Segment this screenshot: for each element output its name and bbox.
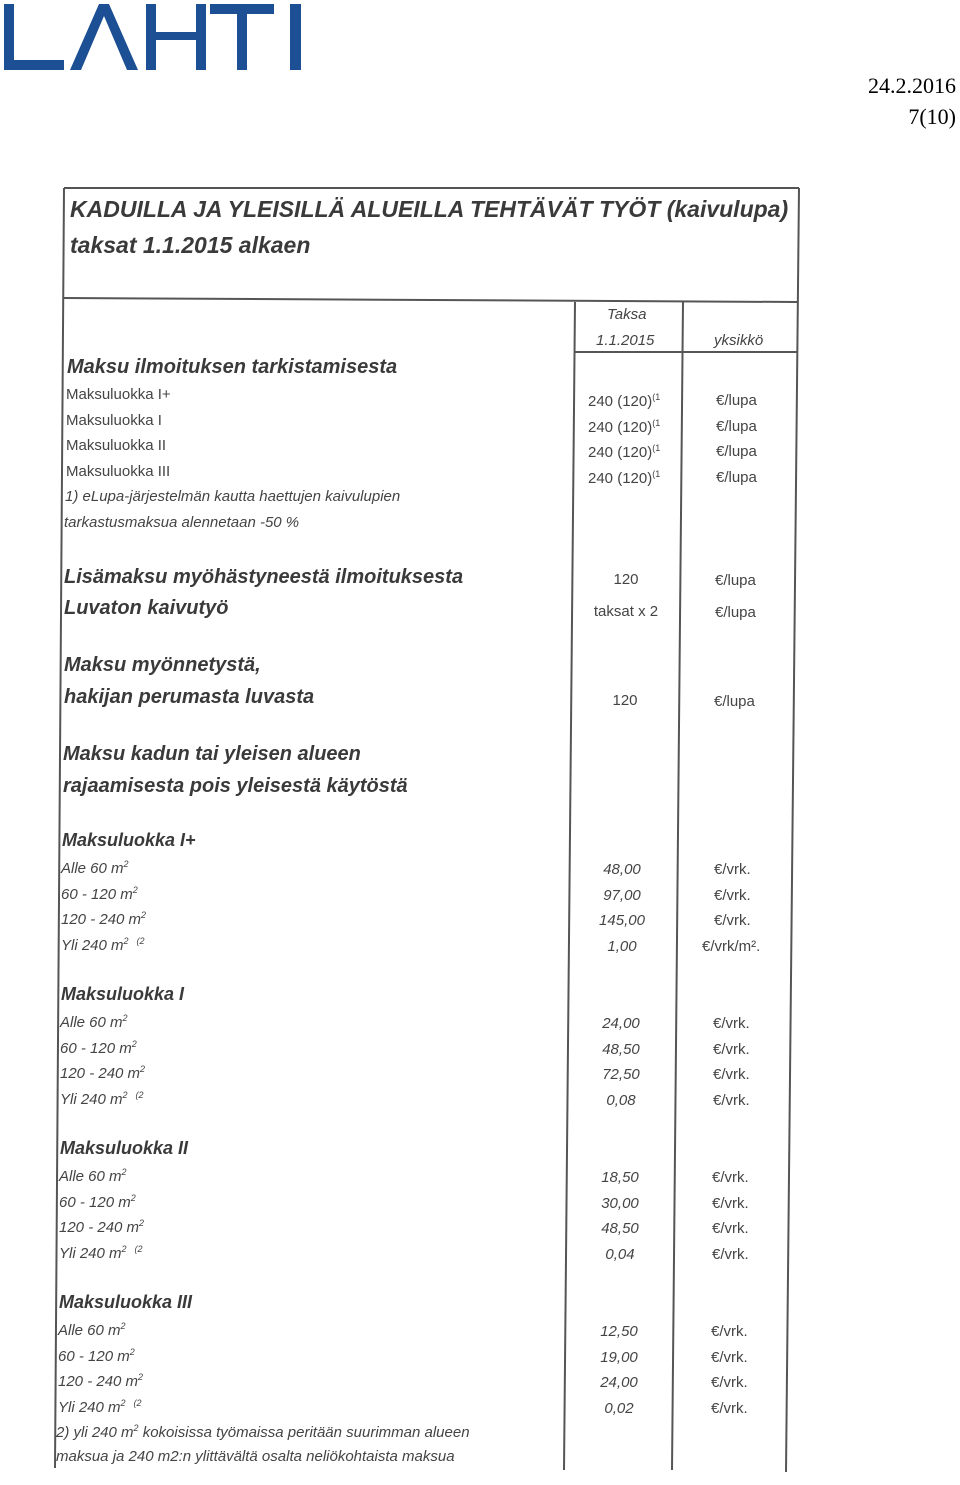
class-row-value: 0,02 xyxy=(604,1399,634,1417)
class-row-label xyxy=(58,1347,135,1365)
cancel-label-line1: Maksu myönnetystä, xyxy=(64,654,261,676)
class-row-unit: €/vrk. xyxy=(713,1040,750,1058)
class-row-unit: €/vrk. xyxy=(713,1091,750,1109)
area-label: 60 - 120 m xyxy=(59,1193,131,1211)
inspection-row-label: Maksuluokka I xyxy=(66,412,162,429)
cancel-label-line2: hakijan perumasta luvasta xyxy=(64,686,315,708)
class-row-label xyxy=(61,885,138,903)
class-row-value: 72,50 xyxy=(602,1066,640,1083)
footnote-2-line1 xyxy=(56,1423,470,1441)
area-footnote-ref: (2 xyxy=(135,1089,144,1100)
inspection-row-amount: 240 (120) xyxy=(588,444,653,461)
area-label: Alle 60 m xyxy=(61,860,124,877)
area-unit-sup: 2 xyxy=(122,1013,128,1023)
class-row-label xyxy=(59,1244,143,1262)
class-row-label xyxy=(58,1398,142,1416)
class-heading: Maksuluokka I xyxy=(61,984,185,1004)
area-label: Yli 240 m xyxy=(58,1398,121,1416)
inspection-row-value xyxy=(588,418,660,436)
area-label: 60 - 120 m xyxy=(58,1347,130,1365)
class-row-unit: €/vrk. xyxy=(712,1194,749,1212)
inspection-row-label: Maksuluokka I+ xyxy=(66,386,171,403)
class-row-value: 145,00 xyxy=(599,912,645,929)
inspection-row-value xyxy=(588,392,660,410)
area-unit-sup: 2 xyxy=(132,884,138,895)
area-unit-sup: 2 xyxy=(120,1397,126,1408)
class-row-unit: €/vrk. xyxy=(712,1220,749,1237)
class-row-label xyxy=(59,1218,144,1236)
area-unit-sup: 2 xyxy=(121,1243,127,1254)
class-row-unit: €/vrk. xyxy=(714,886,751,904)
class-row-label xyxy=(59,1167,127,1185)
class-row-value: 24,00 xyxy=(602,1015,640,1032)
class-row-value: 30,00 xyxy=(601,1194,639,1212)
inspection-row-amount: 240 (120) xyxy=(588,419,653,436)
inspection-row-unit: €/lupa xyxy=(716,392,757,409)
area-unit-sup: 2 xyxy=(140,1064,146,1074)
column-header-taksa: Taksa xyxy=(607,306,647,323)
late-fee-label: Lisämaksu myöhästyneestä ilmoituksesta xyxy=(64,566,464,588)
class-row-unit: €/vrk/m². xyxy=(702,937,761,955)
class-row-unit: €/vrk. xyxy=(711,1348,748,1366)
class-row-label xyxy=(59,1193,136,1211)
area-unit-sup: 2 xyxy=(120,1321,126,1331)
area-unit-sup: 2 xyxy=(123,859,129,869)
area-unit-sup: 2 xyxy=(123,935,129,946)
class-row-value: 12,50 xyxy=(600,1323,638,1340)
class-row-unit: €/vrk. xyxy=(712,1169,749,1186)
class-row-value: 18,50 xyxy=(601,1169,639,1186)
class-row-label xyxy=(60,1064,145,1082)
area-label: Yli 240 m xyxy=(60,1090,123,1108)
unauthorized-value: taksat x 2 xyxy=(593,603,659,620)
cancel-value: 120 xyxy=(612,692,638,709)
class-row-value: 97,00 xyxy=(603,886,641,904)
class-row-value: 0,04 xyxy=(605,1245,635,1263)
footnote-2-line2: maksua ja 240 m2:n ylittävältä osalta neliökohtaista maksua xyxy=(56,1448,455,1465)
area-unit-sup: 2 xyxy=(139,1218,145,1228)
class-row-unit: €/vrk. xyxy=(713,1015,750,1032)
unauthorized-unit: €/lupa xyxy=(715,604,756,621)
inspection-row-unit: €/lupa xyxy=(716,443,757,460)
document-date: 24.2.2016 xyxy=(868,73,956,98)
class-row-label xyxy=(58,1321,126,1339)
inspection-row-amount: 240 (120) xyxy=(588,470,653,487)
cancel-unit: €/lupa xyxy=(714,693,755,710)
area-footnote-ref: (2 xyxy=(133,1397,142,1408)
area-label: Alle 60 m xyxy=(59,1168,122,1185)
footnote-2-sup: 2 xyxy=(133,1423,139,1433)
class-row-label xyxy=(61,859,129,877)
footnote-1-line1: 1) eLupa-järjestelmän kautta haettujen kaivulupien xyxy=(65,488,401,505)
inspection-row-value xyxy=(588,443,660,461)
class-row-label xyxy=(61,936,145,954)
area-label: 60 - 120 m xyxy=(61,885,133,903)
area-unit-sup: 2 xyxy=(129,1346,135,1357)
area-label: Alle 60 m xyxy=(60,1014,123,1031)
class-row-unit: €/vrk. xyxy=(714,861,751,878)
late-fee-unit: €/lupa xyxy=(715,572,756,589)
footnote-2-rest: kokoisissa työmaissa peritään suurimman alueen xyxy=(138,1424,470,1441)
column-header-unit: yksikkö xyxy=(714,332,764,349)
unauthorized-label: Luvaton kaivutyö xyxy=(64,597,229,619)
class-heading: Maksuluokka II xyxy=(60,1138,189,1158)
class-row-unit: €/vrk. xyxy=(711,1374,748,1391)
area-footnote-ref: (2 xyxy=(136,935,145,946)
inspection-row-note: (1 xyxy=(652,418,661,428)
class-row-label xyxy=(60,1013,128,1031)
class-row-label xyxy=(61,910,146,928)
inspection-row-label: Maksuluokka II xyxy=(66,437,167,454)
inspection-row-note: (1 xyxy=(652,392,661,402)
class-row-value: 24,00 xyxy=(600,1374,638,1391)
class-heading: Maksuluokka I+ xyxy=(62,830,196,850)
area-unit-sup: 2 xyxy=(141,910,147,920)
class-row-value: 48,50 xyxy=(602,1040,640,1058)
inspection-row-note: (1 xyxy=(652,469,661,479)
class-row-label xyxy=(60,1039,137,1057)
inspection-row-note: (1 xyxy=(652,443,661,453)
area-label: 120 - 240 m xyxy=(60,1065,141,1082)
class-row-unit: €/vrk. xyxy=(712,1245,749,1263)
area-unit-sup: 2 xyxy=(138,1372,144,1382)
footnote-2-prefix: 2) yli 240 m xyxy=(56,1424,134,1441)
area-unit-sup: 2 xyxy=(130,1192,136,1203)
area-label: Yli 240 m xyxy=(59,1244,122,1262)
class-row-label xyxy=(58,1372,143,1390)
inspection-row-label: Maksuluokka III xyxy=(66,463,171,480)
class-row-unit: €/vrk. xyxy=(714,912,751,929)
area-footnote-ref: (2 xyxy=(134,1243,143,1254)
class-row-unit: €/vrk. xyxy=(711,1323,748,1340)
inspection-row-unit: €/lupa xyxy=(716,418,757,435)
inspection-row-value xyxy=(588,469,660,487)
area-label: 120 - 240 m xyxy=(59,1219,140,1236)
footnote-1-line2: tarkastusmaksua alennetaan -50 % xyxy=(64,514,300,531)
area-label: Yli 240 m xyxy=(61,936,124,954)
class-row-value: 19,00 xyxy=(600,1348,638,1366)
inspection-row-unit: €/lupa xyxy=(716,469,757,486)
class-row-unit: €/vrk. xyxy=(711,1399,748,1417)
area-unit-sup: 2 xyxy=(131,1038,137,1049)
class-row-value: 48,50 xyxy=(601,1220,639,1237)
table-subtitle: taksat 1.1.2015 alkaen xyxy=(70,232,311,258)
late-fee-value: 120 xyxy=(613,571,639,588)
area-unit-sup: 2 xyxy=(122,1089,128,1100)
closure-label-line1: Maksu kadun tai yleisen alueen xyxy=(63,743,361,765)
area-label: Alle 60 m xyxy=(58,1322,121,1339)
column-header-date: 1.1.2015 xyxy=(596,332,655,349)
closure-label-line2: rajaamisesta pois yleisestä käytöstä xyxy=(63,775,408,797)
area-label: 120 - 240 m xyxy=(61,911,142,928)
class-row-unit: €/vrk. xyxy=(713,1066,750,1083)
area-label: 120 - 240 m xyxy=(58,1373,139,1390)
class-heading: Maksuluokka III xyxy=(59,1292,193,1312)
class-row-value: 1,00 xyxy=(607,937,637,955)
section-heading-inspection: Maksu ilmoituksen tarkistamisesta xyxy=(67,356,398,378)
class-row-label xyxy=(60,1090,144,1108)
page-number: 7(10) xyxy=(908,104,956,129)
class-row-value: 48,00 xyxy=(603,861,641,878)
inspection-row-amount: 240 (120) xyxy=(588,393,653,410)
area-unit-sup: 2 xyxy=(121,1167,127,1177)
area-label: 60 - 120 m xyxy=(60,1039,132,1057)
class-row-value: 0,08 xyxy=(606,1091,636,1109)
table-title: KADUILLA JA YLEISILLÄ ALUEILLA TEHTÄVÄT TYÖT (kaivulupa) xyxy=(70,196,789,222)
